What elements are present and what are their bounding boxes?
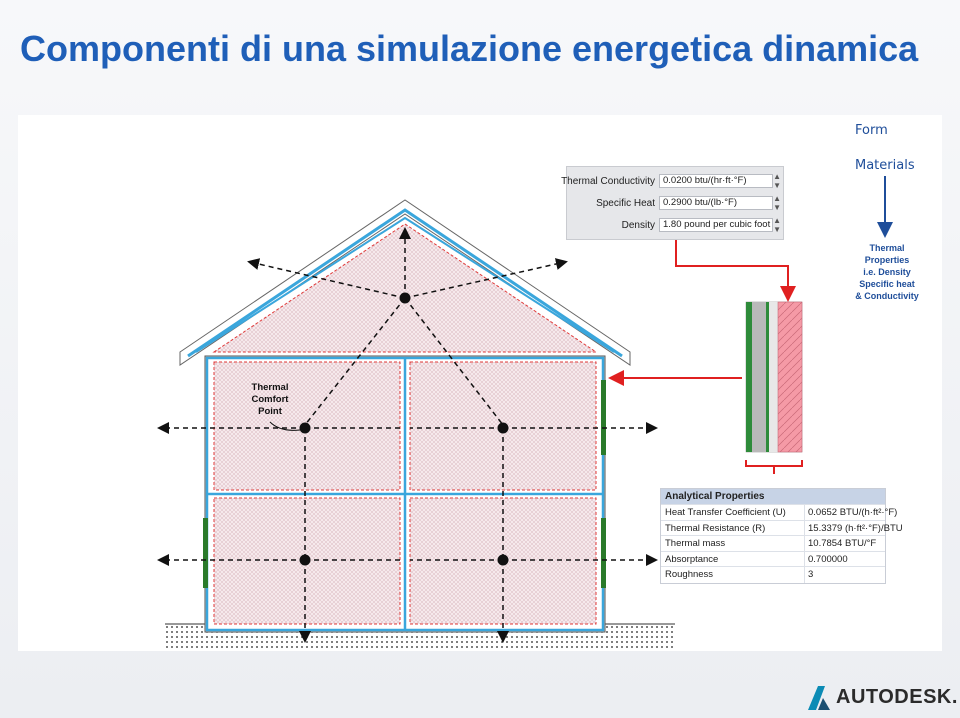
- property-row: [567, 194, 783, 214]
- autodesk-logo: [808, 686, 958, 709]
- table-cell-label: Thermal Resistance (R): [665, 522, 766, 534]
- material-properties-panel: [561, 166, 784, 240]
- spinner-icon[interactable]: ▲ ▼: [773, 216, 781, 234]
- property-row: [561, 172, 783, 192]
- roof: [180, 200, 630, 365]
- table-cell-label: Thermal mass: [665, 538, 726, 550]
- window-right-lower: [601, 518, 606, 588]
- property-value-field[interactable]: 1.80 pound per cubic foot: [659, 218, 773, 232]
- autodesk-logo-text: AUTODESK.: [836, 686, 958, 708]
- property-label: Specific Heat: [596, 198, 655, 209]
- analytical-properties-table: [660, 488, 903, 584]
- table-row: [661, 535, 885, 552]
- window-left: [203, 518, 208, 588]
- table-cell-value: 0.700000: [808, 553, 848, 565]
- table-cell-value: 10.7854 BTU/°F: [808, 538, 877, 550]
- thermal-properties-label: Thermal Properties i.e. Density Specific heat & Conductivity: [855, 243, 919, 301]
- table-cell-value: 3: [808, 569, 814, 581]
- property-label: Thermal Conductivity: [561, 176, 655, 187]
- table-row: [661, 551, 885, 568]
- form-label: Form: [855, 123, 888, 138]
- table-row: [661, 520, 903, 537]
- materials-label: Materials: [855, 158, 915, 173]
- table-row: [661, 566, 885, 583]
- property-label: Density: [621, 220, 655, 231]
- thermal-comfort-label: Thermal Comfort Point: [251, 382, 289, 417]
- spinner-icon[interactable]: ▲ ▼: [773, 172, 781, 190]
- wall-section: [746, 302, 802, 474]
- table-cell-label: Roughness: [665, 569, 714, 581]
- property-value-field[interactable]: 0.0200 btu/(hr·ft·°F): [659, 174, 773, 188]
- table-cell-label: Heat Transfer Coefficient (U): [665, 507, 786, 518]
- table-cell-label: Absorptance: [665, 553, 719, 565]
- property-row: [567, 216, 783, 236]
- table-row: [661, 504, 898, 521]
- property-value-field[interactable]: 0.2900 btu/(lb·°F): [659, 196, 773, 210]
- window-right-upper: [601, 380, 606, 455]
- table-cell-value: 0.0652 BTU/(h·ft²·°F): [808, 507, 898, 518]
- analytical-properties-header: Analytical Properties: [661, 489, 885, 504]
- table-cell-value: 15.3379 (h·ft²·°F)/BTU: [808, 522, 903, 534]
- spinner-icon[interactable]: ▲ ▼: [773, 194, 781, 212]
- page-title: Componenti di una simulazione energetica dinamica: [20, 28, 919, 69]
